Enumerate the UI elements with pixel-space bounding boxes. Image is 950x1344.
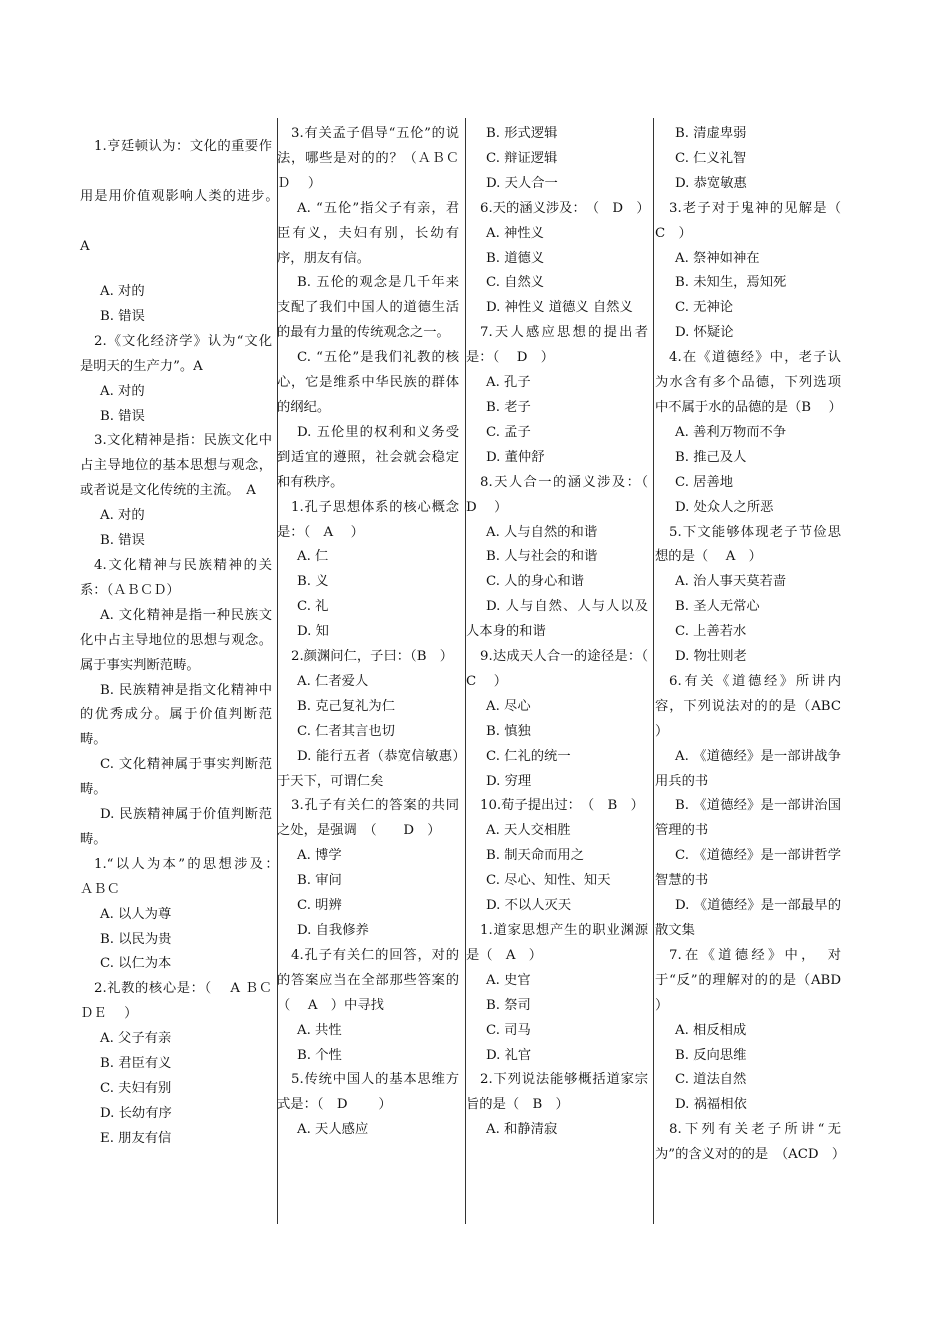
answer-option: C. 尽心、知性、知天	[486, 873, 611, 889]
answer-option: A. 以人为尊	[100, 906, 172, 922]
answer-option: B. 民族精神是指文化精神中的优秀成分。属于价值判断范畴。	[80, 682, 272, 748]
question-text: 2.颜渊问仁，子曰：（B ）	[291, 649, 454, 665]
answer-option: A. 和静清寂	[486, 1122, 558, 1138]
answer-option: B. 错误	[100, 533, 145, 549]
answer-option: B. 圣人无常心	[675, 599, 760, 615]
answer-option: D. 天人合一	[486, 175, 558, 191]
question-text: 1.亨廷顿认为：文化的重要作用是用价值观影响人类的进步。 A	[80, 139, 290, 254]
answer-option: A. 祭神如神在	[675, 250, 760, 266]
text-column-3	[466, 118, 666, 1224]
answer-option: B. 错误	[100, 308, 145, 324]
question-text: 4.在《道德经》中，老子认为水含有多个品德，下列选项中不属于水的品德的是（B ）	[655, 350, 842, 415]
answer-option: E. 朋友有信	[100, 1130, 172, 1146]
column-divider	[653, 118, 654, 1224]
answer-option: B. 反向思维	[675, 1047, 747, 1063]
question-text: 3.有关孟子倡导“五伦”的说法，哪些是对的的？（ＡＢＣＤ ）	[277, 126, 459, 191]
answer-option: C. 居善地	[675, 474, 734, 490]
answer-option: B. 祭司	[486, 997, 531, 1013]
answer-option: A. 父子有亲	[100, 1031, 172, 1047]
answer-option: A. 共性	[297, 1022, 342, 1038]
answer-option: B. 五伦的观念是几千年来支配了我们中国人的道德生活的最有力量的传统观念之一。	[277, 275, 459, 341]
question-text: 2.礼教的核心是：（ A ＢＣＤＥ ）	[80, 981, 272, 1022]
answer-option: C. 辩证逻辑	[486, 150, 558, 166]
answer-option: D. 知	[297, 624, 329, 640]
question-text: 7.在《道德经》中， 对于“反”的理解对的的是（ABD ）	[655, 947, 859, 1013]
answer-option: C. 上善若水	[675, 624, 747, 640]
question-text: 2.下列说法能够概括道家宗旨的是（ B ）	[466, 1072, 648, 1113]
answer-option: C. 以仁为本	[100, 956, 172, 972]
answer-option: B. 以民为贵	[100, 931, 172, 947]
answer-option: D. 不以人灭天	[486, 898, 572, 914]
question-text: 1.孔子思想体系的核心概念是：（ A ）	[277, 499, 459, 540]
answer-option: B. 义	[297, 574, 329, 590]
answer-option: A. 《道德经》是一部讲战争用兵的书	[655, 748, 841, 789]
answer-option: B. 未知生，焉知死	[675, 275, 787, 291]
answer-option: D. 能行五者（恭宽信敏惠）于天下，可谓仁矣	[277, 748, 459, 789]
answer-option: A. 治人事天莫若啬	[675, 574, 787, 590]
answer-option: C. 夫妇有别	[100, 1081, 172, 1096]
question-text: 8.下列有关老子所讲“无为”的含义对的的是 （ACD ）	[655, 1122, 846, 1163]
question-text: 9.达成天人合一的途径是：（ C ）	[466, 649, 666, 689]
answer-option: C. 文化精神属于事实判断范畴。	[80, 757, 272, 798]
answer-option: A. 神性义	[486, 225, 544, 241]
answer-option: C. “五伦”是我们礼教的核心，它是维系中华民族的群体的纲纪。	[277, 350, 459, 415]
spacer	[80, 272, 272, 280]
answer-option: C. 礼	[297, 599, 329, 615]
answer-option: B. 慎独	[486, 723, 531, 739]
text-column-4	[655, 118, 859, 1224]
answer-option: A. 博学	[297, 848, 342, 864]
answer-option: D. 祸福相依	[675, 1097, 747, 1113]
answer-option: A. 文化精神是指一种民族文化中占主导地位的思想与观念。属于事实判断范畴。	[80, 607, 272, 673]
answer-option: B. 克己复礼为仁	[297, 698, 396, 714]
question-text: 10.荀子提出过： （ B ）	[480, 798, 644, 814]
answer-option: A. 相反相成	[675, 1022, 747, 1038]
answer-option: A. 对的	[100, 508, 145, 524]
question-text: 2.《文化经济学》认为“文化是明天的生产力”。A	[80, 333, 272, 374]
answer-option: B. 错误	[100, 408, 145, 424]
question-text: 6.天的涵义涉及： （ D ）	[480, 200, 650, 216]
answer-option: A. 尽心	[486, 698, 531, 714]
answer-option: A. 仁者爱人	[297, 673, 369, 689]
answer-option: B. 人与社会的和谐	[486, 549, 598, 565]
question-text: 6.有关《道德经》所讲内容，下列说法对的的是（ABC ）	[655, 673, 859, 739]
question-text: 5.下文能够体现老子节俭思想的是（ A ）	[655, 524, 841, 565]
answer-option: B. 道德义	[486, 250, 545, 266]
answer-option: A. 善利万物而不争	[675, 424, 787, 440]
answer-option: D. 人与自然、人与人以及人本身的和谐	[466, 599, 648, 640]
answer-option: C. 孟子	[486, 424, 531, 440]
answer-option: A. 人与自然的和谐	[486, 524, 598, 540]
answer-option: B. 制天命而用之	[486, 848, 585, 864]
question-text: 3.文化精神是指：民族文化中占主导地位的基本思想与观念，或者说是文化传统的主流。 A	[80, 433, 272, 499]
question-text: 7.天人感应思想的提出者是：（ D ）	[466, 325, 648, 366]
answer-option: D. 穷理	[486, 773, 532, 789]
answer-option: A. 孔子	[486, 375, 531, 391]
answer-option: A. 天人感应	[297, 1122, 369, 1138]
answer-option: B. 清虚卑弱	[675, 126, 747, 141]
question-text: 3.孔子有关仁的答案的共同之处，是强调 （ D ）	[277, 798, 459, 839]
question-text: 4.孔子有关仁的回答，对的的答案应当在全部那些答案的（ A ）中寻找	[277, 947, 459, 1013]
answer-option: C. 人的身心和谐	[486, 574, 584, 590]
answer-option: C. 道法自然	[675, 1072, 747, 1088]
question-text: 3.老子对于鬼神的见解是（ C ）	[655, 200, 859, 241]
answer-option: B. 审问	[297, 873, 342, 889]
answer-option: B. 君臣有义	[100, 1056, 172, 1072]
answer-option: D. 处众人之所恶	[675, 499, 774, 515]
answer-option: C. 明辨	[297, 898, 342, 914]
answer-option: A. 对的	[100, 383, 145, 399]
answer-option: C. 仁者其言也切	[297, 723, 395, 739]
answer-option: D. 礼官	[486, 1047, 532, 1063]
answer-option: D. 自我修养	[297, 923, 369, 938]
question-text: 1.“以人为本”的思想涉及： ＡＢＣ	[80, 856, 286, 897]
answer-option: A. 天人交相胜	[486, 823, 571, 839]
answer-option: D. 神性义 道德义 自然义	[486, 300, 633, 316]
answer-option: A. “五伦”指父子有亲，君臣有义，夫妇有别，长幼有序，朋友有信。	[277, 200, 459, 266]
answer-option: D. 物壮则老	[675, 649, 747, 665]
answer-option: D. 《道德经》是一部最早的散文集	[655, 898, 841, 938]
answer-option: B. 《道德经》是一部讲治国管理的书	[655, 798, 841, 839]
question-text: 4.文化精神与民族精神的关系：（ＡＢＣＤ）	[80, 557, 272, 598]
answer-option: D. 怀疑论	[675, 325, 734, 341]
answer-option: D. 民族精神属于价值判断范畴。	[80, 807, 272, 847]
answer-option: C. 《道德经》是一部讲哲学智慧的书	[655, 848, 841, 889]
answer-option: C. 自然义	[486, 275, 545, 291]
question-text: 5.传统中国人的基本思维方式是：（ D ）	[277, 1072, 459, 1113]
answer-option: C. 司马	[486, 1022, 531, 1038]
answer-option: A. 对的	[100, 284, 145, 299]
answer-option: D. 董仲舒	[486, 449, 545, 465]
answer-option: C. 仁义礼智	[675, 150, 747, 166]
text-column-2	[277, 118, 459, 1224]
answer-option: C. 无神论	[675, 300, 734, 316]
answer-option: B. 老子	[486, 399, 531, 415]
answer-option: D. 恭宽敏惠	[675, 175, 747, 191]
question-text: 1.道家思想产生的职业渊源是（ A ）	[466, 923, 648, 963]
answer-option: D. 五伦里的权利和义务受到适宜的遵照，社会就会稳定和有秩序。	[277, 424, 459, 490]
answer-option: B. 个性	[297, 1047, 342, 1063]
answer-option: A. 仁	[297, 549, 329, 565]
text-column-1	[80, 118, 290, 1224]
question-text: 8.天人合一的涵义涉及：（ D ）	[466, 474, 662, 515]
answer-option: B. 形式逻辑	[486, 126, 558, 141]
answer-option: B. 推己及人	[675, 449, 747, 465]
answer-option: A. 史官	[486, 972, 531, 988]
answer-option: C. 仁礼的统一	[486, 748, 571, 764]
answer-option: D. 长幼有序	[100, 1105, 172, 1121]
